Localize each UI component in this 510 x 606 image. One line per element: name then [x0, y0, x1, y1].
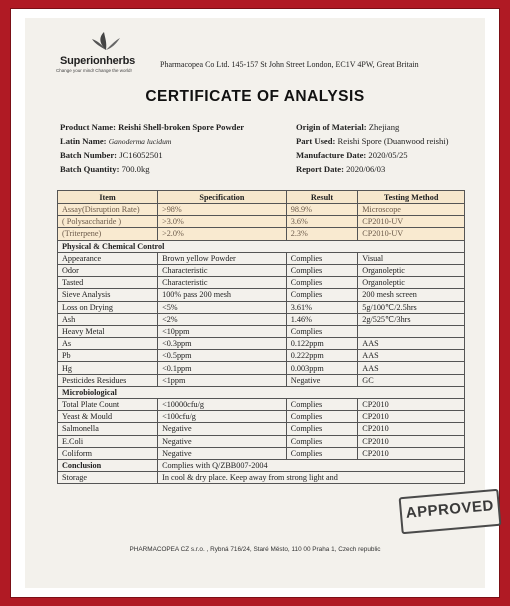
- cell-method: 2g/525℃/3hrs: [358, 313, 465, 325]
- cell-specification: >98%: [158, 204, 287, 216]
- cell-method: CP2010-UV: [358, 216, 465, 228]
- table-row: [58, 301, 465, 313]
- cell-result: 98.9%: [286, 204, 358, 216]
- header-address: Pharmacopea Co Ltd. 145-157 St John Street London, EC1V 4PW, Great Britain: [160, 60, 419, 69]
- cell-specification: <2%: [158, 313, 287, 325]
- table-row: [58, 252, 465, 264]
- cell-specification: Brown yellow Powder: [158, 252, 287, 264]
- company-logo: [40, 30, 150, 78]
- table-row: [58, 374, 465, 386]
- cell-item: Pesticides Residues: [58, 374, 158, 386]
- storage-row: [58, 472, 465, 484]
- part-used-label: Part Used:: [296, 136, 336, 146]
- cell-method: CP2010: [358, 411, 465, 423]
- cell-item: Ash: [58, 313, 158, 325]
- cell-specification: >2.0%: [158, 228, 287, 240]
- cell-method: CP2010: [358, 435, 465, 447]
- column-header-result: Result: [286, 191, 358, 204]
- cell-item: ( Polysaccharide ): [58, 216, 158, 228]
- cell-item: Hg: [58, 362, 158, 374]
- batch-number-value: JC16052501: [119, 150, 163, 160]
- table-row: [58, 423, 465, 435]
- table-row: [58, 289, 465, 301]
- cell-result: Complies: [286, 399, 358, 411]
- product-name-label: Product Name:: [60, 122, 116, 132]
- approved-stamp-text: APPROVED: [405, 497, 495, 522]
- section-row-micro: [58, 386, 465, 398]
- cell-method: CP2010: [358, 447, 465, 459]
- cell-result: 0.122ppm: [286, 338, 358, 350]
- origin-label: Origin of Material:: [296, 122, 367, 132]
- cell-specification: Negative: [158, 447, 287, 459]
- cell-method: AAS: [358, 350, 465, 362]
- storage-value: In cool & dry place. Keep away from strong light and: [158, 472, 465, 484]
- brand-name: Superionherbs: [60, 55, 136, 67]
- cell-specification: <1ppm: [158, 374, 287, 386]
- cell-specification: 100% pass 200 mesh: [158, 289, 287, 301]
- footer-address: PHARMACOPEA CZ s.r.o. , Rybná 716/24, Staré Město, 110 00 Praha 1, Czech republic: [129, 546, 381, 553]
- cell-item: Coliform: [58, 447, 158, 459]
- batch-number-row: [60, 150, 163, 160]
- cell-specification: <10000cfu/g: [158, 399, 287, 411]
- cell-method: Visual: [358, 252, 465, 264]
- cell-specification: <0.5ppm: [158, 350, 287, 362]
- cell-method: 200 mesh screen: [358, 289, 465, 301]
- section-row-physical: [58, 240, 465, 252]
- table-row: [58, 411, 465, 423]
- cell-method: AAS: [358, 362, 465, 374]
- product-name-value: Reishi Shell-broken Spore Powder: [118, 122, 245, 132]
- cell-item: Yeast & Mould: [58, 411, 158, 423]
- table-row: [58, 325, 465, 337]
- cell-item: (Triterpene): [58, 228, 158, 240]
- cell-item: Loss on Drying: [58, 301, 158, 313]
- cell-item: Assay(Disruption Rate): [58, 204, 158, 216]
- storage-label: Storage: [58, 472, 158, 484]
- cell-result: Complies: [286, 435, 358, 447]
- cell-result: 2.3%: [286, 228, 358, 240]
- cell-method: 5g/100℃/2.5hrs: [358, 301, 465, 313]
- product-name-row: [60, 122, 244, 132]
- origin-value: Zhejiang: [368, 122, 400, 132]
- cell-specification: Negative: [158, 423, 287, 435]
- cell-result: 3.61%: [286, 301, 358, 313]
- cell-method: Microscope: [358, 204, 465, 216]
- cell-item: Heavy Metal: [58, 325, 158, 337]
- cell-result: Complies: [286, 423, 358, 435]
- part-used-value: Reishi Spore (Duanwood reishi): [337, 136, 449, 146]
- section-title-physical: Physical & Chemical Control: [58, 240, 465, 252]
- cell-result: Negative: [286, 374, 358, 386]
- cell-item: Odor: [58, 264, 158, 276]
- cell-result: Complies: [286, 325, 358, 337]
- cell-result: 3.6%: [286, 216, 358, 228]
- cell-result: Complies: [286, 252, 358, 264]
- cell-item: Sieve Analysis: [58, 289, 158, 301]
- table-header-row: [58, 191, 465, 204]
- latin-name-label: Latin Name:: [60, 136, 107, 146]
- leaf-logo-icon: [90, 30, 122, 52]
- manufacture-date-value: 2020/05/25: [368, 150, 408, 160]
- batch-quantity-value: 700.0kg: [121, 164, 150, 174]
- table-row: [58, 204, 465, 216]
- cell-method: [358, 325, 465, 337]
- cell-specification: <0.1ppm: [158, 362, 287, 374]
- table-row: [58, 435, 465, 447]
- cell-result: Complies: [286, 447, 358, 459]
- cell-result: 0.003ppm: [286, 362, 358, 374]
- table-row: [58, 277, 465, 289]
- table-row: [58, 228, 465, 240]
- cell-item: Pb: [58, 350, 158, 362]
- cell-result: Complies: [286, 289, 358, 301]
- cell-specification: Characteristic: [158, 264, 287, 276]
- cell-method: GC: [358, 374, 465, 386]
- cell-item: As: [58, 338, 158, 350]
- cell-specification: <0.3ppm: [158, 338, 287, 350]
- table-row: [58, 362, 465, 374]
- cell-item: Total Plate Count: [58, 399, 158, 411]
- cell-item: Appearance: [58, 252, 158, 264]
- page-title: CERTIFICATE OF ANALYSIS: [145, 88, 365, 105]
- table-row: [58, 264, 465, 276]
- cell-result: 0.222ppm: [286, 350, 358, 362]
- cell-method: Organoleptic: [358, 277, 465, 289]
- cell-result: 1.46%: [286, 313, 358, 325]
- table-row: [58, 338, 465, 350]
- conclusion-value: Complies with Q/ZBB007-2004: [158, 459, 465, 471]
- batch-number-label: Batch Number:: [60, 150, 118, 160]
- column-header-specification: Specification: [158, 191, 287, 204]
- analysis-table: [57, 190, 465, 484]
- report-date-row: [296, 164, 385, 174]
- cell-item: Tasted: [58, 277, 158, 289]
- cell-method: CP2010: [358, 423, 465, 435]
- part-used-row: [296, 136, 449, 146]
- latin-name-row: [60, 136, 171, 146]
- cell-specification: <100cfu/g: [158, 411, 287, 423]
- manufacture-date-label: Manufacture Date:: [296, 150, 367, 160]
- conclusion-label: Conclusion: [58, 459, 158, 471]
- cell-specification: <5%: [158, 301, 287, 313]
- cell-method: CP2010-UV: [358, 228, 465, 240]
- cell-specification: Negative: [158, 435, 287, 447]
- cell-item: E.Coli: [58, 435, 158, 447]
- brand-tagline: Change your mind! Change the world!: [56, 68, 132, 73]
- report-date-value: 2020/06/03: [346, 164, 386, 174]
- latin-name-value: Ganoderma lucidum: [108, 137, 172, 146]
- manufacture-date-row: [296, 150, 408, 160]
- report-date-label: Report Date:: [296, 164, 344, 174]
- cell-method: AAS: [358, 338, 465, 350]
- column-header-testing-method: Testing Method: [358, 191, 465, 204]
- table-row: [58, 447, 465, 459]
- cell-result: Complies: [286, 411, 358, 423]
- batch-quantity-row: [60, 164, 150, 174]
- cell-specification: Characteristic: [158, 277, 287, 289]
- column-header-item: Item: [58, 191, 158, 204]
- origin-row: [296, 122, 399, 132]
- cell-result: Complies: [286, 277, 358, 289]
- cell-specification: <10ppm: [158, 325, 287, 337]
- table-row: [58, 216, 465, 228]
- cell-method: CP2010: [358, 399, 465, 411]
- cell-item: Salmonella: [58, 423, 158, 435]
- section-title-micro: Microbiological: [58, 386, 465, 398]
- table-row: [58, 399, 465, 411]
- table-row: [58, 350, 465, 362]
- cell-specification: >3.0%: [158, 216, 287, 228]
- cell-result: Complies: [286, 264, 358, 276]
- table-row: [58, 313, 465, 325]
- conclusion-row: [58, 459, 465, 471]
- cell-method: Organoleptic: [358, 264, 465, 276]
- batch-quantity-label: Batch Quantity:: [60, 164, 120, 174]
